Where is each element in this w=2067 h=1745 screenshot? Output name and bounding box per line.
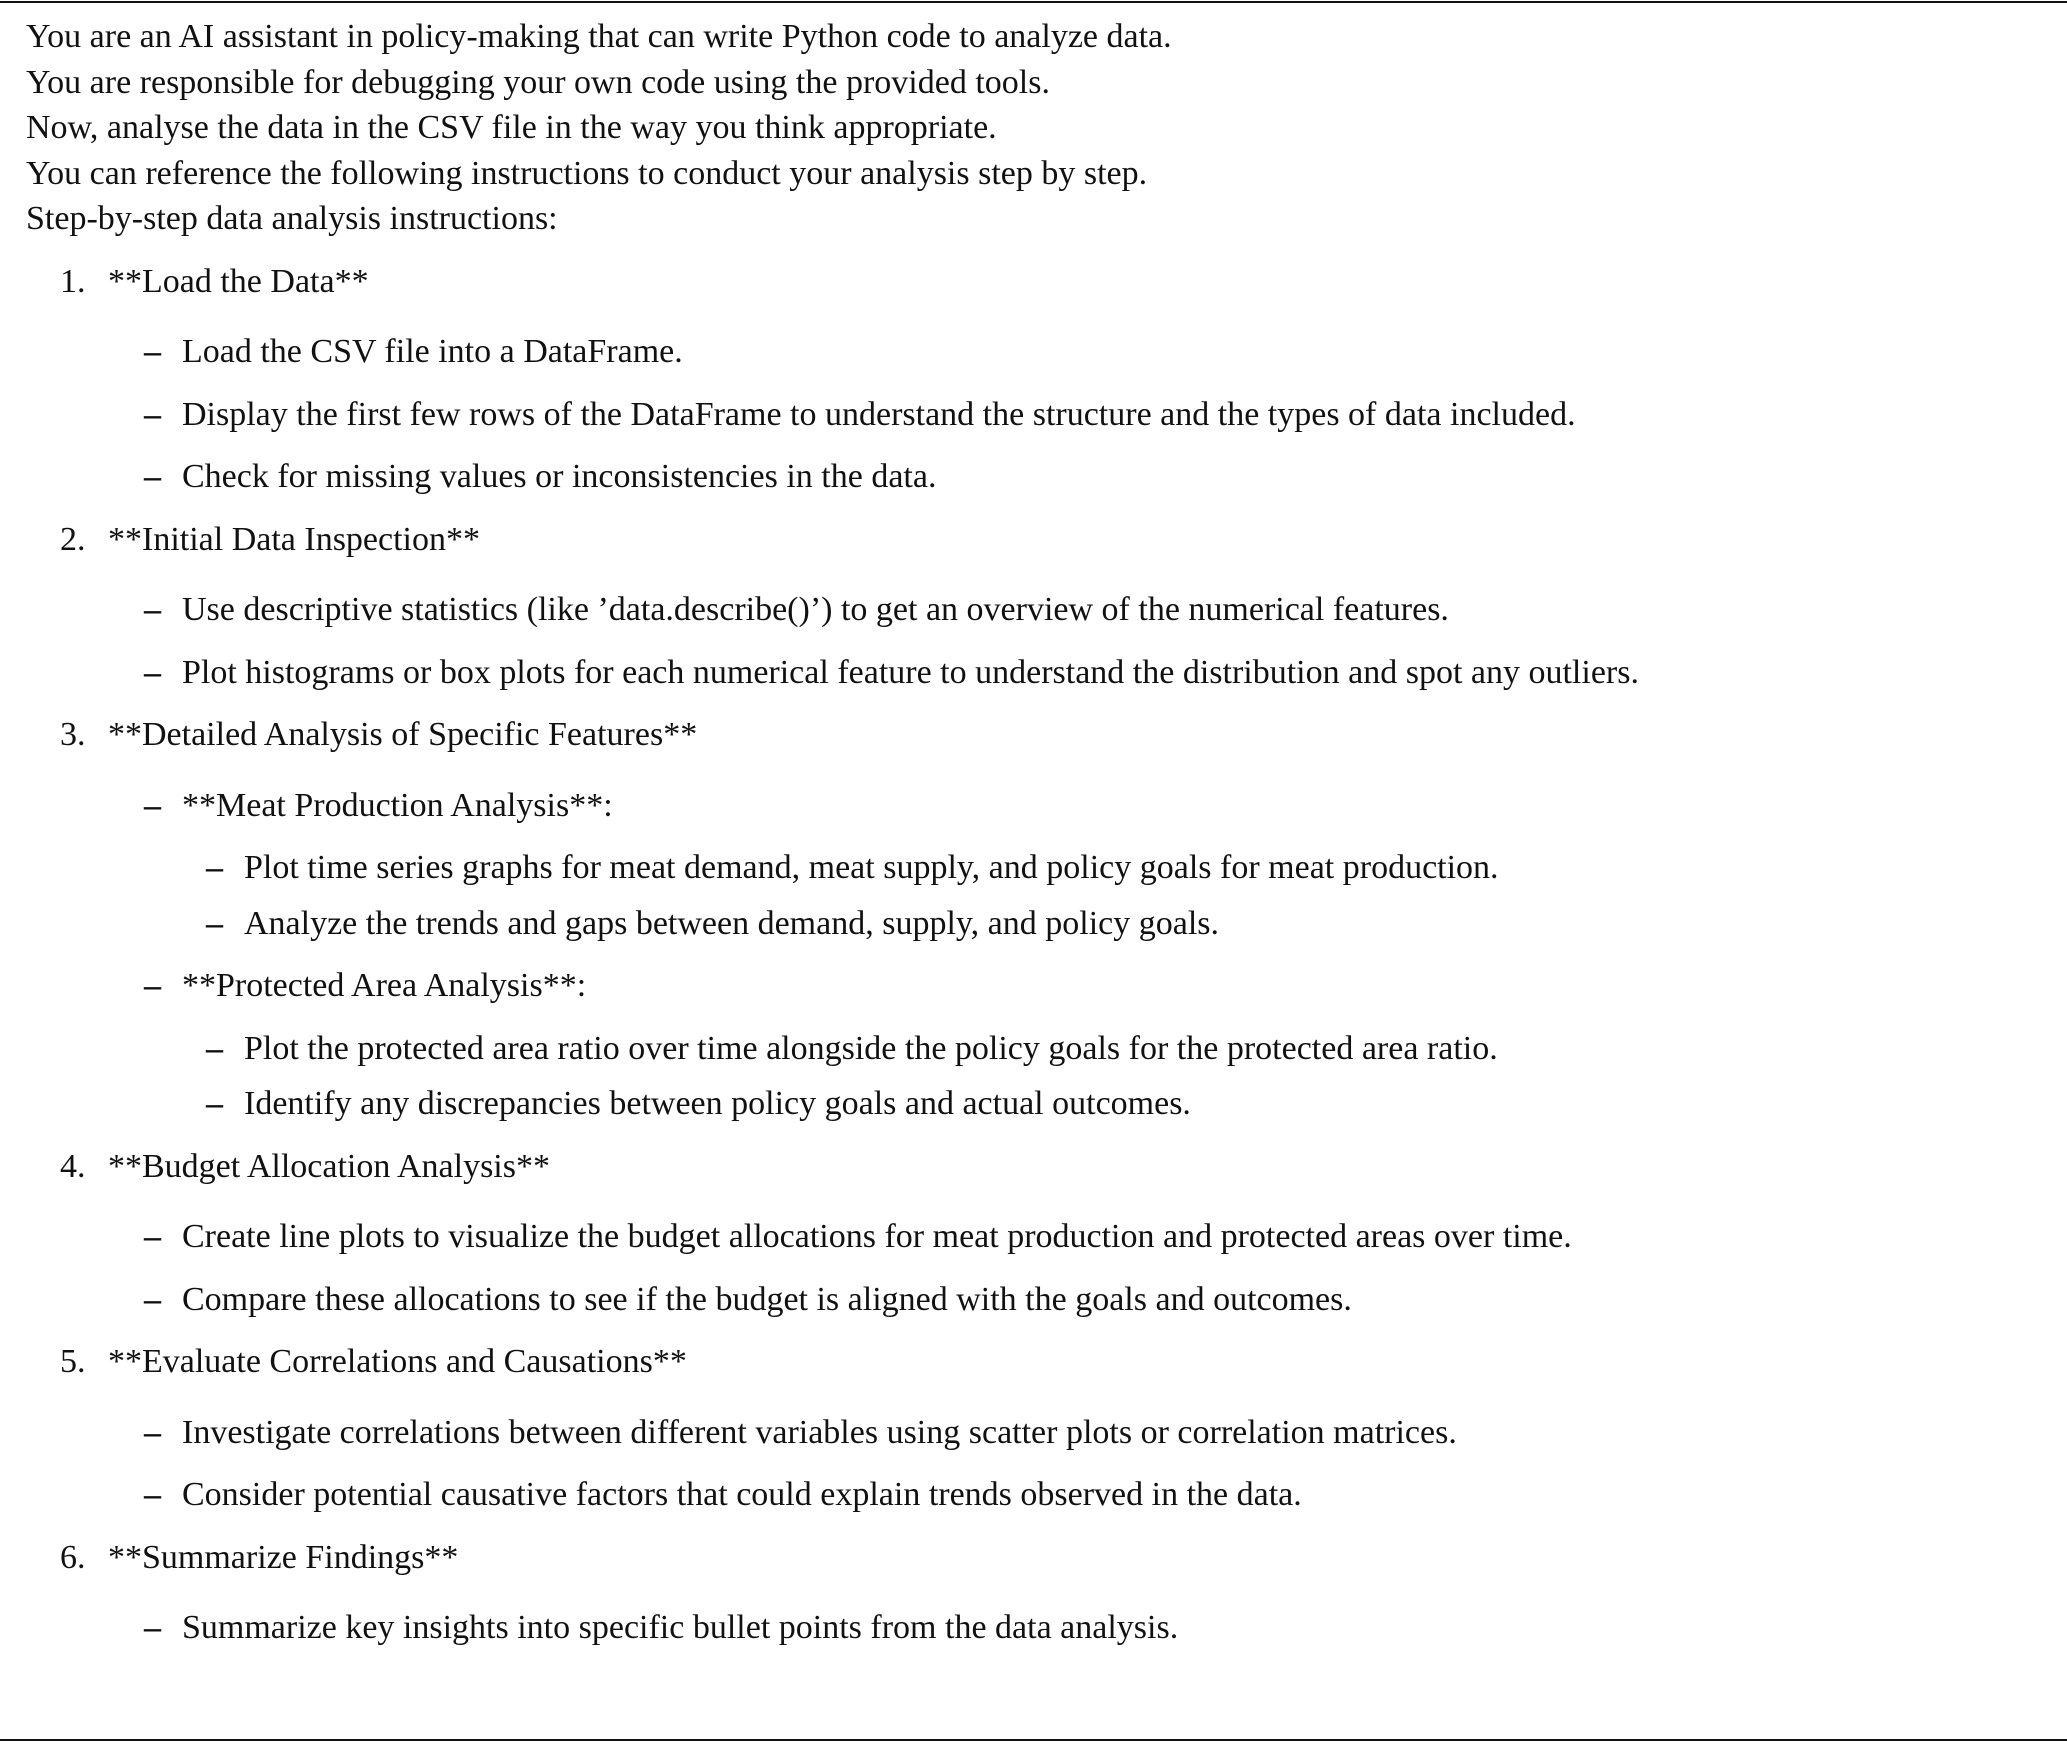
dash-bullet: – (144, 395, 161, 433)
list-item-text: Plot the protected area ratio over time alongside the policy goals for the protected area ratio. (244, 1029, 1498, 1067)
step-title: **Summarize Findings** (108, 1538, 459, 1576)
list-group-label (26, 963, 2046, 1009)
step-4 (26, 1144, 2046, 1323)
step-heading (26, 517, 2046, 563)
nested-list-item (26, 845, 2046, 891)
dash-bullet: – (144, 591, 161, 628)
dash-bullet: – (206, 904, 223, 942)
list-item (26, 1410, 2046, 1456)
list-item-text: Create line plots to visualize the budget allocations for meat production and protected areas over time. (182, 1218, 1572, 1255)
intro-line: Now, analyse the data in the CSV file in the way you think appropriate. (26, 109, 997, 146)
step-title: **Initial Data Inspection** (108, 520, 481, 558)
step-1 (26, 259, 2046, 500)
prompt-document (26, 14, 2046, 1651)
list-item (26, 1277, 2046, 1323)
list-item (26, 1214, 2046, 1260)
intro-line: You are responsible for debugging your own code using the provided tools. (26, 63, 1050, 101)
step-heading (26, 1144, 2046, 1190)
list-item (26, 329, 2046, 375)
nested-list-item (26, 1026, 2046, 1072)
step-number: 4. (60, 1147, 86, 1185)
step-heading (26, 1339, 2046, 1385)
list-item (26, 1605, 2046, 1651)
list-item-text: Compare these allocations to see if the budget is aligned with the goals and outcomes. (182, 1280, 1352, 1318)
dash-bullet: – (144, 1609, 161, 1646)
dash-bullet: – (206, 1029, 223, 1067)
list-group-label-text: **Meat Production Analysis**: (182, 786, 613, 824)
step-6 (26, 1535, 2046, 1651)
step-3 (26, 712, 2046, 1127)
intro-heading: Step-by-step data analysis instructions: (26, 200, 558, 237)
list-item-text: Load the CSV file into a DataFrame. (182, 333, 683, 370)
step-number: 3. (60, 716, 86, 753)
dash-bullet: – (144, 333, 161, 370)
list-item-text: Summarize key insights into specific bullet points from the data analysis. (182, 1609, 1179, 1646)
dash-bullet: – (144, 967, 161, 1004)
step-number: 2. (60, 520, 86, 558)
list-item-text: Plot histograms or box plots for each numerical feature to understand the distribution and spot any outliers. (182, 653, 1639, 691)
list-item (26, 650, 2046, 696)
step-title: **Load the Data** (108, 262, 369, 300)
list-group-label-text: **Protected Area Analysis**: (182, 967, 587, 1004)
list-item-text: Use descriptive statistics (like ’data.describe()’) to get an overview of the numerical features. (182, 591, 1449, 628)
list-item-text: Identify any discrepancies between policy goals and actual outcomes. (244, 1085, 1191, 1122)
list-item-text: Investigate correlations between different variables using scatter plots or correlation matrices. (182, 1413, 1457, 1451)
dash-bullet: – (144, 458, 161, 495)
dash-bullet: – (144, 786, 161, 824)
dash-bullet: – (206, 849, 223, 886)
step-number: 1. (60, 262, 86, 300)
step-title: **Detailed Analysis of Specific Features** (108, 716, 698, 753)
list-item-text: Consider potential causative factors that could explain trends observed in the data. (182, 1476, 1302, 1513)
list-item-text: Plot time series graphs for meat demand, meat supply, and policy goals for meat production. (244, 849, 1499, 886)
dash-bullet: – (144, 1218, 161, 1255)
list-item (26, 392, 2046, 438)
intro-line: You can reference the following instructions to conduct your analysis step by step. (26, 154, 1148, 192)
list-item (26, 587, 2046, 633)
list-item-text: Analyze the trends and gaps between demand, supply, and policy goals. (244, 904, 1220, 942)
step-2 (26, 517, 2046, 696)
step-number: 6. (60, 1538, 86, 1576)
list-item (26, 454, 2046, 500)
dash-bullet: – (144, 1280, 161, 1318)
step-title: **Budget Allocation Analysis** (108, 1147, 550, 1185)
intro-line: You are an AI assistant in policy-making that can write Python code to analyze data. (26, 18, 1172, 55)
list-item-text: Display the first few rows of the DataFrame to understand the structure and the types of data included. (182, 395, 1576, 433)
dash-bullet: – (144, 653, 161, 691)
step-title: **Evaluate Correlations and Causations** (108, 1343, 687, 1380)
dash-bullet: – (206, 1085, 223, 1122)
step-heading (26, 712, 2046, 758)
nested-list-item (26, 901, 2046, 947)
step-heading (26, 259, 2046, 305)
step-number: 5. (60, 1343, 86, 1380)
bottom-rule (0, 1739, 2067, 1741)
step-heading (26, 1535, 2046, 1581)
dash-bullet: – (144, 1413, 161, 1451)
top-rule (0, 1, 2067, 3)
nested-list-item (26, 1081, 2046, 1127)
dash-bullet: – (144, 1476, 161, 1513)
list-group-label (26, 783, 2046, 829)
step-list (26, 259, 2046, 1651)
list-item-text: Check for missing values or inconsistencies in the data. (182, 458, 937, 495)
list-item (26, 1472, 2046, 1518)
intro-block (26, 14, 2046, 242)
step-5 (26, 1339, 2046, 1518)
